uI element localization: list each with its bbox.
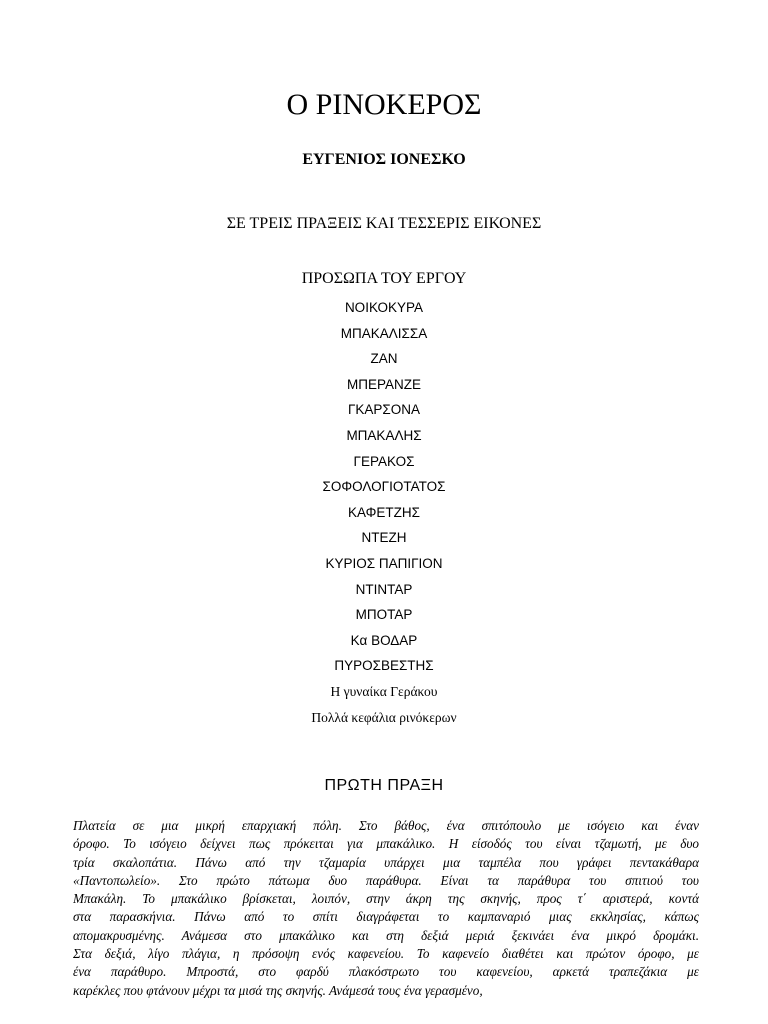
play-title: Ο ΡΙΝΟΚΕΡΟΣ <box>286 88 482 121</box>
stage-direction-line: τρία σκαλοπάτια. Πάνω από την τζαμαρία υπάρχει μια ταμπέλα που γράφει πεντακάθαρα <box>73 854 699 870</box>
cast-item: Πολλά κεφάλια ρινόκερων <box>311 709 457 725</box>
cast-item: Η γυναίκα Γεράκου <box>330 683 438 699</box>
cast-item: ΣΟΦΟΛΟΓΙΟΤΑΤΟΣ <box>322 479 446 495</box>
stage-direction-line: Μπακάλη. Το μπακάλικο βρίσκεται, λοιπόν, στην άκρη της σκηνής, προς τ΄ αριστερά, κοντά <box>73 891 699 907</box>
cast-item: ΖΑΝ <box>370 351 398 367</box>
cast-list <box>0 298 768 733</box>
cast-item: ΝΤΙΝΤΑΡ <box>355 581 413 597</box>
act-heading: ΠΡΩΤΗ ΠΡΑΞΗ <box>324 777 444 794</box>
cast-item: ΚΥΡΙΟΣ ΠΑΠΙΓΙΟΝ <box>325 555 443 571</box>
cast-item: ΓΕΡΑΚΟΣ <box>353 453 415 469</box>
cast-item: ΚΑΦΕΤΖΗΣ <box>348 504 420 520</box>
cast-item: ΜΠΕΡΑΝΖΕ <box>346 376 421 392</box>
stage-direction-line: απομακρυσμένης. Ανάμεσα στο μπακάλικο και στη δεξιά μεριά ξεκινάει ένα μικρό δρομάκι. <box>73 927 699 943</box>
cast-item: ΠΥΡΟΣΒΕΣΤΗΣ <box>334 658 434 674</box>
author-name: ΕΥΓΕΝΙΟΣ ΙΟΝΕΣΚΟ <box>302 151 466 168</box>
stage-direction-line: Στα δεξιά, λίγο πλάγια, η πρόσοψη ενός καφενείου. Το καφενείο διαθέτει και πρώτον όροφο, με <box>73 946 699 962</box>
stage-directions <box>73 817 699 1000</box>
cast-item: ΝΤΕΖΗ <box>361 530 407 546</box>
cast-item: ΜΠΑΚΑΛΗΣ <box>346 427 422 443</box>
stage-direction-line: Πλατεία σε μια μικρή επαρχιακή πόλη. Στο βάθος, ένα σπιτόπουλο με ισόγειο και έναν <box>73 818 699 833</box>
cast-item: ΜΠΟΤΑΡ <box>355 607 413 623</box>
stage-direction-line: καρέκλες που φτάνουν μέχρι τα μισά της σκηνής. Ανάμεσά τους ένα γερασμένο, <box>73 982 483 998</box>
cast-heading: ΠΡΟΣΩΠΑ ΤΟΥ ΕΡΓΟΥ <box>301 270 467 287</box>
play-subtitle: ΣΕ ΤΡΕΙΣ ΠΡΑΞΕΙΣ ΚΑΙ ΤΕΣΣΕΡΙΣ ΕΙΚΟΝΕΣ <box>226 215 542 232</box>
stage-direction-line: ένα παράθυρο. Μπροστά, στο φαρδύ πλακόστρωτο του καφενείου, αρκετά τραπεζάκια με <box>73 964 699 980</box>
cast-item: ΜΠΑΚΑΛΙΣΣΑ <box>340 325 428 341</box>
cast-item: ΓΚΑΡΣΟΝΑ <box>347 402 421 418</box>
stage-direction-line: όροφο. Το ισόγειο δείχνει πως πρόκειται για μπακάλικο. Η είσοδός του είναι τζαμωτή, με δυο <box>73 836 699 852</box>
stage-direction-line: στα παρασκήνια. Πάνω από το σπίτι διαγράφεται το καμπαναριό μιας εκκλησίας, κάπως <box>73 909 699 925</box>
cast-item: Κα ΒΟΔΑΡ <box>350 632 418 648</box>
cast-item: ΝΟΙΚΟΚΥΡΑ <box>344 300 424 315</box>
stage-direction-line: «Παντοπωλείο». Στο πρώτο πάτωμα δυο παράθυρα. Είναι τα παράθυρα του σπιτιού του <box>73 872 699 888</box>
